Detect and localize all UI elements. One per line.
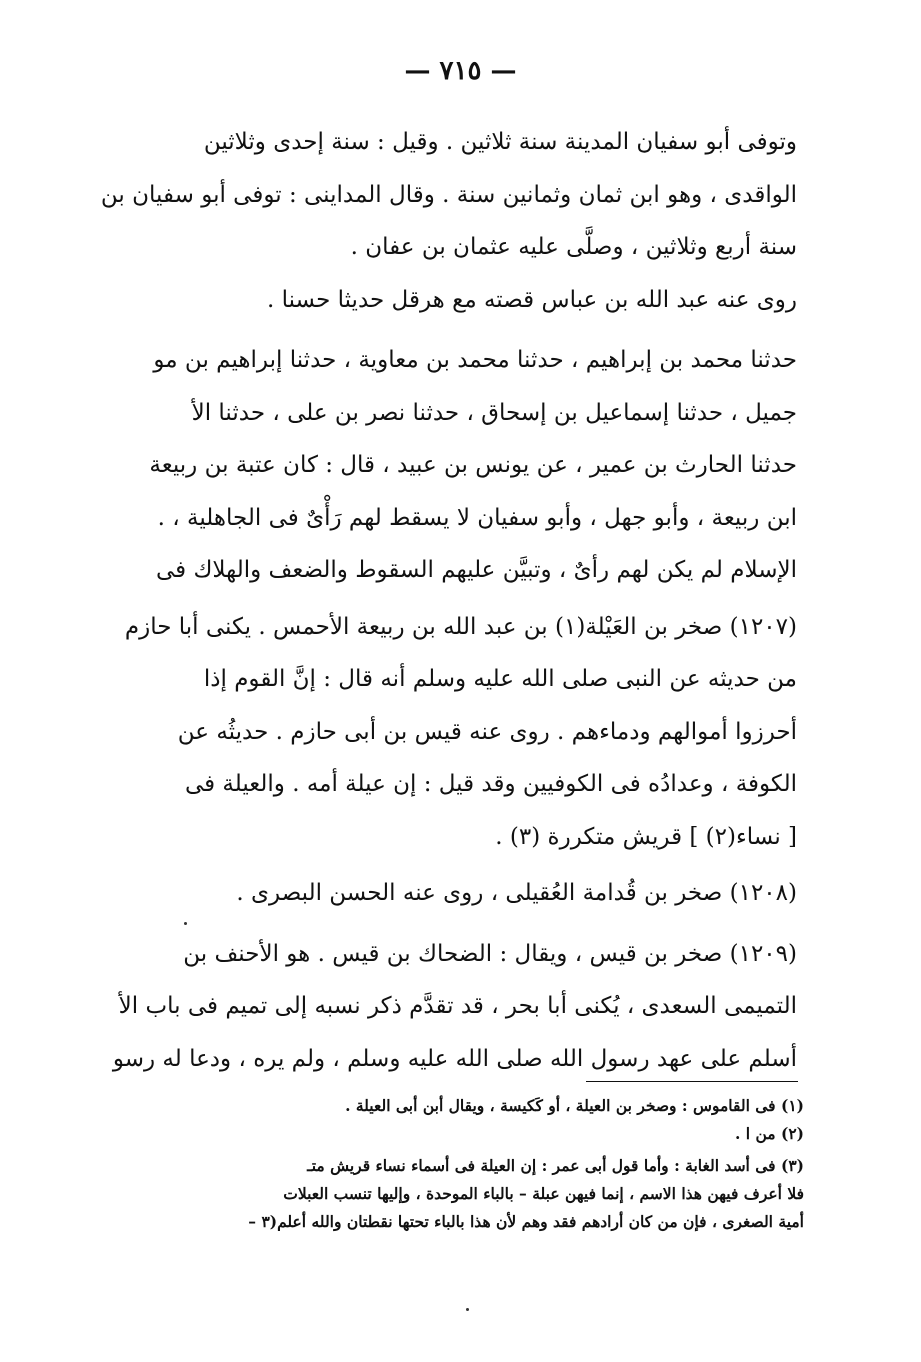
footnote-1: (١) فى القاموس : وصخر بن العيلة ، أو كَكيسة ، ويقال أبن أبى العيلة . <box>345 1096 804 1115</box>
entry-heading-1209: (١٢٠٩) صخر بن قيس ، ويقال : الضحاك بن قيس . هو الأحنف بن <box>183 940 797 967</box>
page-number: — ٧١٥ — <box>404 56 517 86</box>
text-line: حدثنا محمد بن إبراهيم ، حدثنا محمد بن معاوية ، حدثنا إبراهيم بن مو <box>153 347 797 373</box>
footnote-2: (٢) من ا . <box>735 1124 804 1143</box>
text-line: أحرزوا أموالهم ودماءهم . روى عنه قيس بن أبى حازم . حديثُه عن <box>177 718 797 745</box>
footnotes <box>220 1092 804 1236</box>
text-line: الكوفة ، وعدادُه فى الكوفيين وقد قيل : إن عيلة أمه . والعيلة فى <box>184 771 797 797</box>
speck-mark <box>184 922 187 925</box>
text-line: حدثنا الحارث بن عمير ، عن يونس بن عبيد ، قال : كان عتبة بن ربيعة <box>149 452 797 478</box>
text-line: جميل ، حدثنا إسماعيل بن إسحاق ، حدثنا نصر بن على ، حدثنا الأ <box>191 399 797 426</box>
footnote-3: (٣) فى أسد الغابة : وأما قول أبى عمر : إن العيلة فى أسماء نساء قريش متـ <box>307 1156 804 1175</box>
footnote-3-cont: فلا أعرف فيهن هذا الاسم ، إنما فيهن عبلة – بالباء الموحدة ، وإليها تنسب العبلات <box>283 1184 804 1203</box>
text-line: روى عنه عبد الله بن عباس قصته مع هرقل حديثا حسنا . <box>266 286 797 313</box>
text-line: وتوفى أبو سفيان المدينة سنة ثلاثين . وقيل : سنة إحدى وثلاثين <box>203 129 797 155</box>
text-line: أسلم على عهد رسول الله صلى الله عليه وسلم ، ولم يره ، ودعا له رسو <box>112 1045 797 1072</box>
footnote-3-cont: أمية الصغرى ، فإن من كان أرادهم فقد وهم لأن هذا بالباء تحتها نقطتان والله أعلم(٣ – <box>248 1212 804 1231</box>
entry-heading-1208: (١٢٠٨) صخر بن قُدامة العُقيلى ، روى عنه الحسن البصرى . <box>236 880 797 906</box>
speck-mark <box>466 1308 469 1311</box>
entry-heading-1207: (١٢٠٧) صخر بن العَيْلة(١) بن عبد الله بن ربيعة الأحمس . يكنى أبا حازم <box>124 613 797 640</box>
text-line: [ نساء(٢) ] قريش متكررة (٣) . <box>495 823 797 850</box>
text-line: ابن ربيعة ، وأبو جهل ، وأبو سفيان لا يسقط لهم رَأْىٌ فى الجاهلية ، . <box>157 504 797 531</box>
text-line: سنة أربع وثلاثين ، وصلَّى عليه عثمان بن عفان . <box>350 234 797 260</box>
body-text <box>100 116 797 1085</box>
text-line: التميمى السعدى ، يُكنى أبا بحر ، قد تقدَّم ذكر نسبه إلى تميم فى باب الأ <box>118 993 797 1019</box>
footnote-divider <box>586 1081 798 1082</box>
text-line: الإسلام لم يكن لهم رأىٌ ، وتبيَّن عليهم السقوط والضعف والهلاك فى <box>155 557 797 583</box>
text-line: من حديثه عن النبى صلى الله عليه وسلم أنه قال : إنَّ القوم إذا <box>203 666 797 692</box>
text-line: الواقدى ، وهو ابن ثمان وثمانين سنة . وقال المداينى : توفى أبو سفيان بن <box>100 181 797 208</box>
